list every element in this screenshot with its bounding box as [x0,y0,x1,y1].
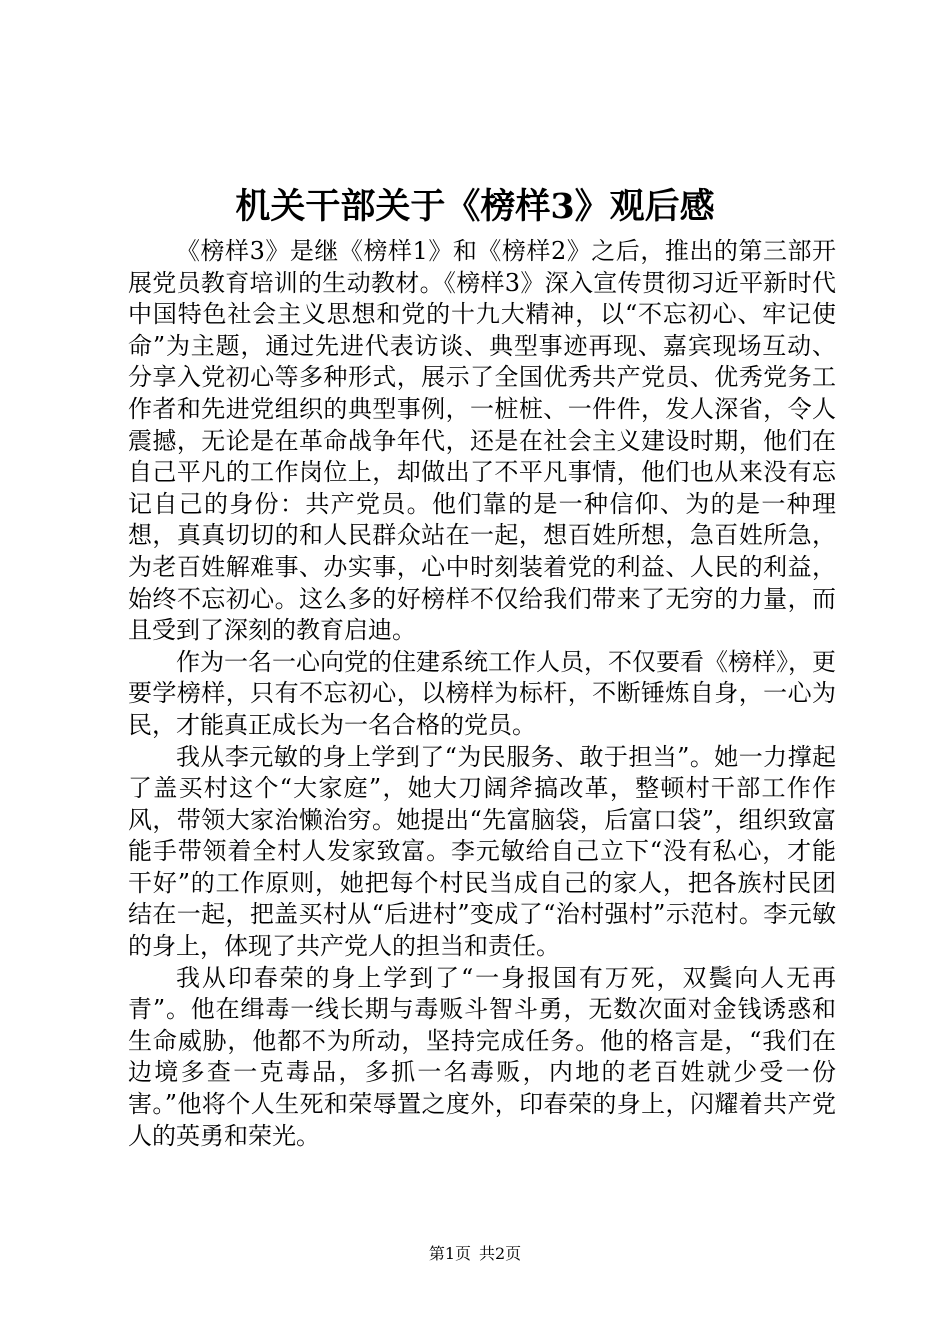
paragraph-li-yuanmin: 我从李元敏的身上学到了“为民服务、敢于担当”。她一力撑起了盖买村这个“大家庭”，她大刀阔斧搞改革，整顿村干部工作作风，带领大家治懒治穷。她提出“先富脑袋，后富口袋”，组织致富能手带领着全村人发家致富。李元敏给自己立下“没有私心，才能干好”的工作原则，她把每个村民当成自己的家人，把各族村民团结在一起，把盖买村从“后进村”变成了“治村强村”示范村。李元敏的身上，体现了共产党人的担当和责任。 [128,742,836,961]
document-body [128,236,836,1152]
page-number: 第1页 [428,1244,471,1263]
paragraph-role: 作为一名一心向党的住建系统工作人员，不仅要看《榜样》，更要学榜样，只有不忘初心，以榜样为标杆，不断锤炼自身，一心为民，才能真正成长为一名合格的党员。 [128,647,836,739]
paragraph-intro: 《榜样3》是继《榜样1》和《榜样2》之后，推出的第三部开展党员教育培训的生动教材。《榜样3》深入宣传贯彻习近平新时代中国特色社会主义思想和党的十九大精神，以“不忘初心、牢记使命”为主题，通过先进代表访谈、典型事迹再现、嘉宾现场互动、分享入党初心等多种形式，展示了全国优秀共产党员、优秀党务工作者和先进党组织的典型事例，一桩桩、一件件，发人深省，令人震撼，无论是在革命战争年代，还是在社会主义建设时期，他们在自己平凡的工作岗位上，却做出了不平凡事情，他们也从来没有忘记自己的身份：共产党员。他们靠的是一种信仰、为的是一种理想，真真切切的和人民群众站在一起，想百姓所想，急百姓所急，为老百姓解难事、办实事，心中时刻装着党的利益、人民的利益，始终不忘初心。这么多的好榜样不仅给我们带来了无穷的力量，而且受到了深刻的教育启迪。 [128,237,836,645]
page-total: 共2页 [479,1244,522,1263]
document-title: 机关干部关于《榜样3》观后感 [235,186,715,227]
page-footer [0,1243,950,1265]
paragraph-yin-chunrong: 我从印春荣的身上学到了“一身报国有万死，双鬓向人无再青”。他在缉毒一线长期与毒贩斗智斗勇，无数次面对金钱诱惑和生命威胁，他都不为所动，坚持完成任务。他的格言是，“我们在边境多查一克毒品，多抓一名毒贩，内地的老百姓就少受一份害。”他将个人生死和荣辱置之度外，印春荣的身上，闪耀着共产党人的英勇和荣光。 [128,963,836,1150]
